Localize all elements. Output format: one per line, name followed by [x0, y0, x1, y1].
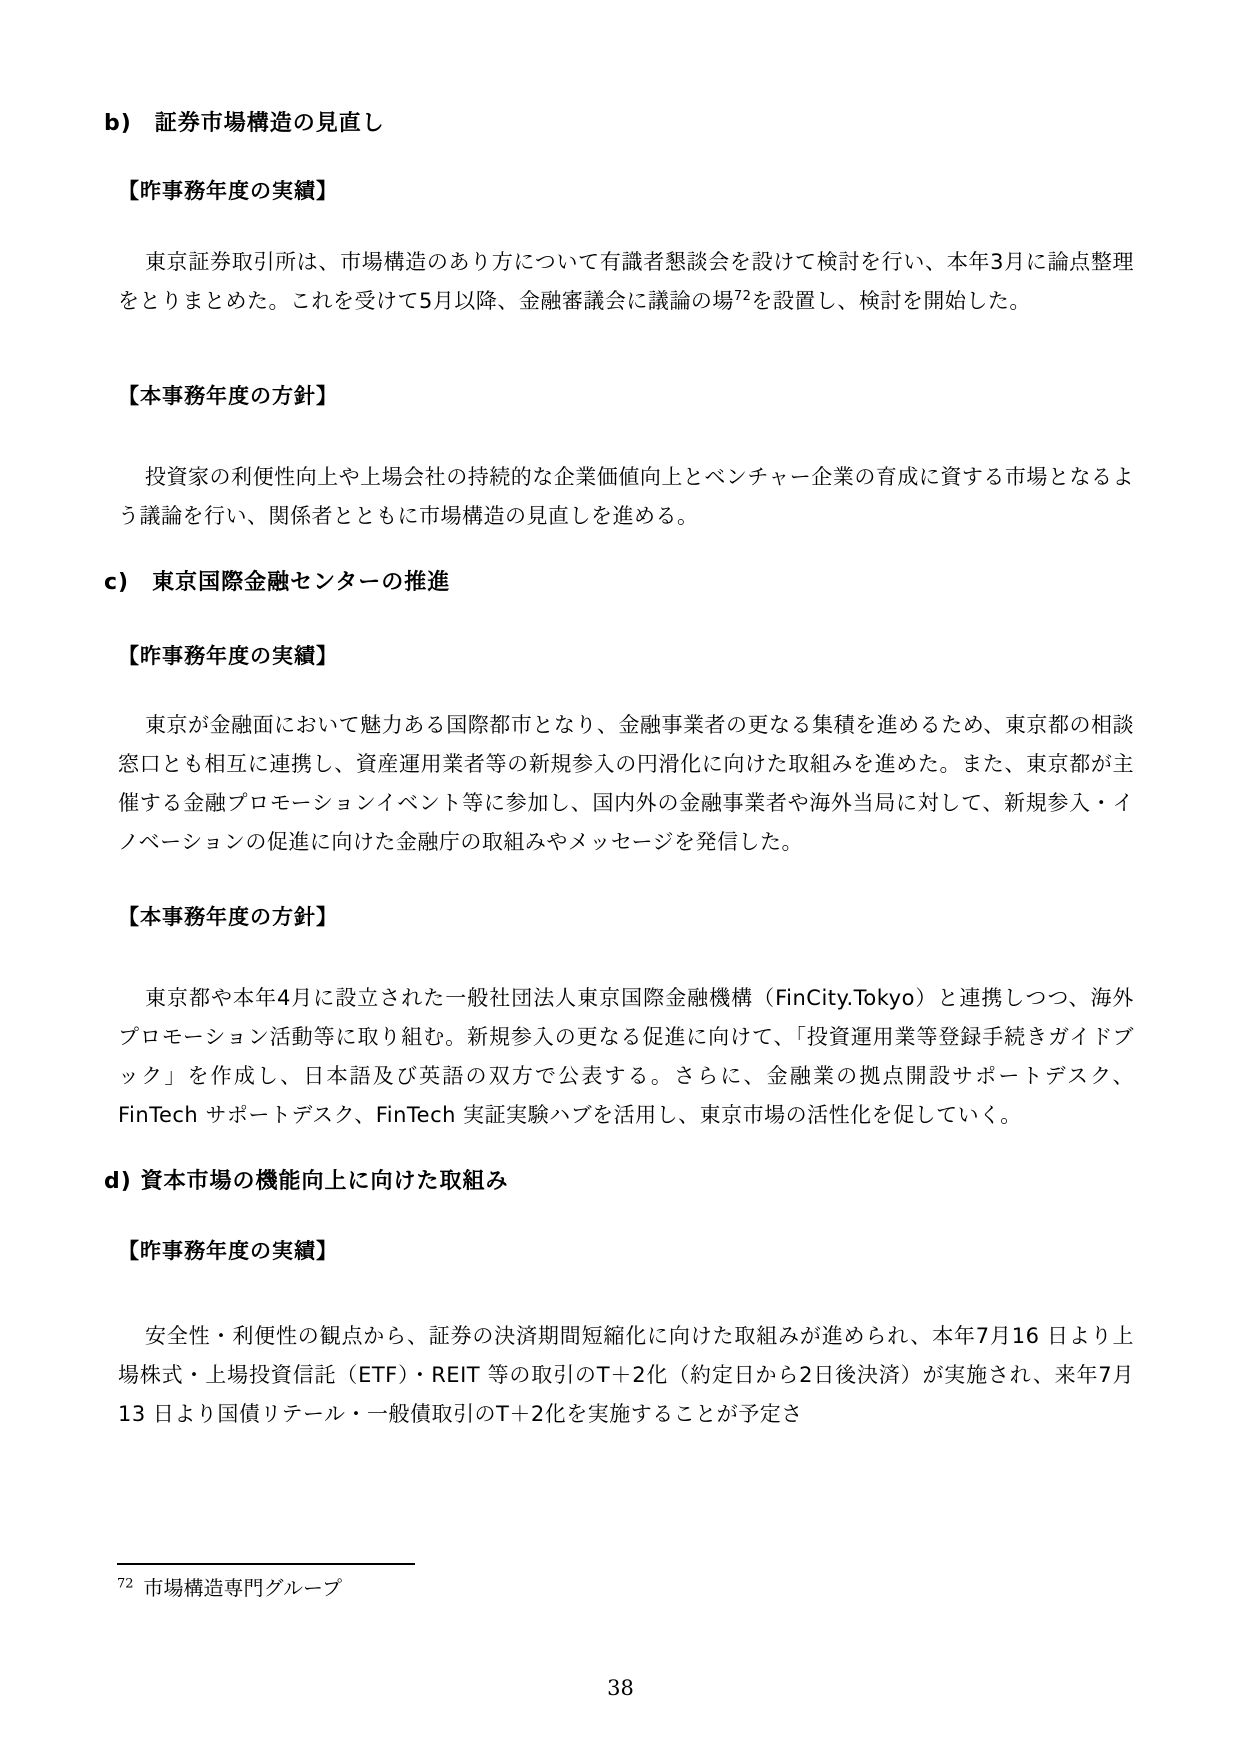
- policy-paragraph-b: 投資家の利便性向上や上場会社の持続的な企業価値向上とベンチャー企業の育成に資する市場となるよう議論を行い、関係者とともに市場構造の見直しを進める。: [118, 465, 1134, 528]
- policy-header-b: 【本事務年度の方針】: [118, 384, 338, 408]
- page-number: 38: [607, 1676, 634, 1700]
- footnote-ref-72: 72: [733, 289, 752, 304]
- section-heading-c: c) 東京国際金融センターの推進: [104, 570, 451, 595]
- paragraph-text: を設置し、検討を開始した。: [751, 289, 1031, 313]
- results-paragraph-c: 東京が金融面において魅力ある国際都市となり、金融事業者の更なる集積を進めるため、東京都の相談窓口とも相互に連携し、資産運用業者等の新規参入の円滑化に向けた取組みを進めた。また、東京都が主催する金融プロモーションイベント等に参加し、国内外の金融事業者や海外当局に対して、新規参入・イノベーションの促進に向けた金融庁の取組みやメッセージを発信した。: [118, 713, 1134, 854]
- results-paragraph-b: [118, 243, 1134, 321]
- footnote-text: 市場構造専門グループ: [143, 1576, 342, 1600]
- policy-paragraph-c: 東京都や本年4月に設立された一般社団法人東京国際金融機構（FinCity.Tokyo）と連携しつつ、海外プロモーション活動等に取り組む。新規参入の更なる促進に向けて、「投資運用業等登録手続きガイドブック」を作成し、日本語及び英語の双方で公表する。さらに、金融業の拠点開設サポートデスク、FinTech サポートデスク、FinTech 実証実験ハブを活用し、東京市場の活性化を促していく。: [118, 986, 1134, 1127]
- footnote-separator: [117, 1563, 415, 1565]
- footnote-72: [117, 1575, 1017, 1601]
- results-header-b: 【昨事務年度の実績】: [118, 179, 338, 203]
- section-heading-d: d) 資本市場の機能向上に向けた取組み: [104, 1169, 509, 1194]
- footnote-area: [117, 1563, 1017, 1601]
- section-heading-b: b) 証券市場構造の見直し: [104, 111, 385, 136]
- footnote-marker: 72: [117, 1576, 134, 1592]
- results-header-c: 【昨事務年度の実績】: [118, 644, 338, 668]
- results-header-d: 【昨事務年度の実績】: [118, 1239, 338, 1263]
- paragraph-text: 東京証券取引所は、市場構造のあり方について有識者懇談会を設けて検討を行い、本年3月に論点整理をとりまとめた。これを受けて5月以降、金融審議会に議論の場: [118, 250, 1134, 313]
- results-paragraph-d: 安全性・利便性の観点から、証券の決済期間短縮化に向けた取組みが進められ、本年7月16 日より上場株式・上場投資信託（ETF）・REIT 等の取引のT＋2化（約定日から2日後決済）が実施され、来年7月 13 日より国債リテール・一般債取引のT＋2化を実施することが予定さ: [118, 1324, 1134, 1426]
- policy-header-c: 【本事務年度の方針】: [118, 905, 338, 929]
- document-body: [104, 110, 1137, 1434]
